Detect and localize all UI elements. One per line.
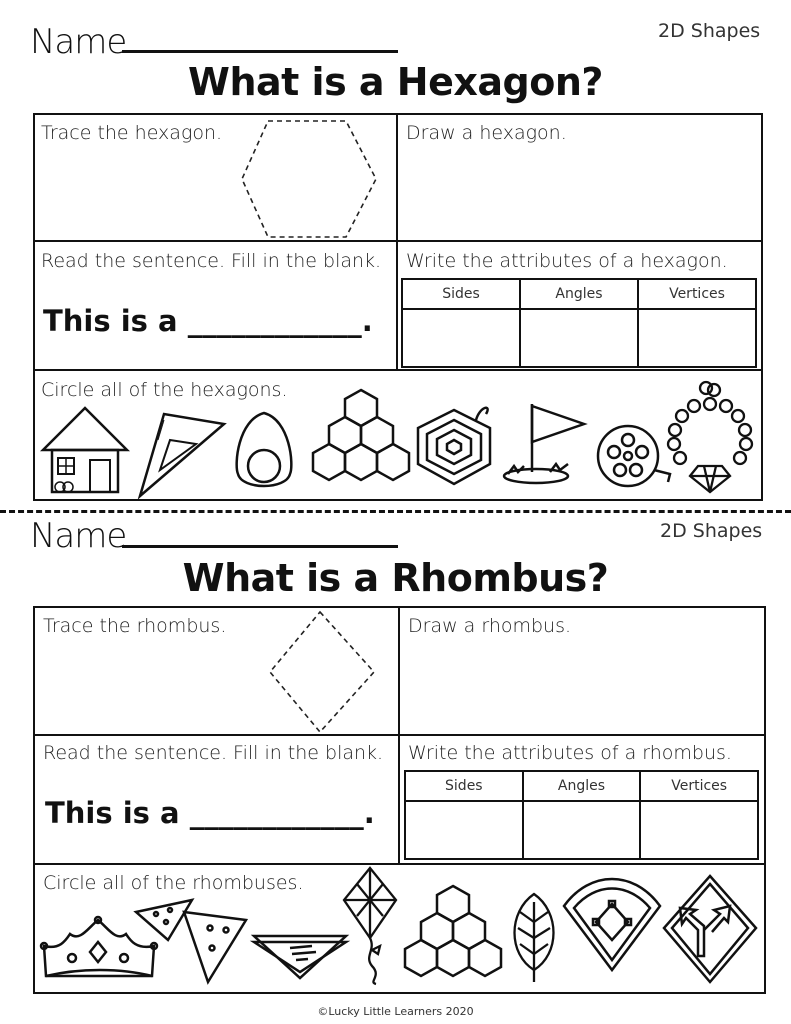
circle-prompt: Circle all of the hexagons. xyxy=(41,379,288,401)
house-icon[interactable] xyxy=(40,405,130,495)
honeycomb-icon[interactable] xyxy=(398,882,508,986)
angles-header: Angles xyxy=(523,771,641,801)
read-prompt: Read the sentence. Fill in the blank. xyxy=(41,250,382,272)
divider xyxy=(33,240,763,242)
name-line[interactable] xyxy=(122,545,398,548)
trace-prompt: Trace the rhombus. xyxy=(43,615,227,637)
name-line[interactable] xyxy=(122,50,398,53)
bracelet-icon[interactable] xyxy=(666,380,756,494)
attributes-table xyxy=(404,770,759,860)
leaf-icon[interactable] xyxy=(508,892,560,984)
vertices-answer-cell[interactable] xyxy=(638,309,756,367)
attributes-prompt: Write the attributes of a rhombus. xyxy=(408,742,732,764)
page-title: What is a Rhombus? xyxy=(182,556,609,600)
nacho-icon[interactable] xyxy=(134,898,254,986)
angles-answer-cell[interactable] xyxy=(520,309,638,367)
cut-line xyxy=(0,510,791,513)
divider xyxy=(33,734,766,736)
fill-in-sentence[interactable]: This is a ____________. xyxy=(45,796,375,830)
draw-prompt: Draw a rhombus. xyxy=(408,615,572,637)
angles-answer-cell[interactable] xyxy=(523,801,641,859)
attributes-prompt: Write the attributes of a hexagon. xyxy=(406,250,728,272)
draw-prompt: Draw a hexagon. xyxy=(406,122,567,144)
attributes-table xyxy=(401,278,757,368)
fill-in-sentence[interactable]: This is a ____________. xyxy=(43,304,373,338)
name-label: Name xyxy=(30,22,127,62)
read-prompt: Read the sentence. Fill in the blank. xyxy=(43,742,384,764)
topic-tag: 2D Shapes xyxy=(658,20,761,42)
trace-hexagon-icon[interactable] xyxy=(240,118,378,240)
draw-area[interactable] xyxy=(398,150,762,238)
vertices-answer-cell[interactable] xyxy=(640,801,758,859)
circle-prompt: Circle all of the rhombuses. xyxy=(43,872,304,894)
vertices-header: Vertices xyxy=(640,771,758,801)
draw-area[interactable] xyxy=(400,643,764,731)
divider xyxy=(33,369,763,371)
copyright-footer: ©Lucky Little Learners 2020 xyxy=(317,1005,474,1018)
sides-answer-cell[interactable] xyxy=(402,309,520,367)
name-label: Name xyxy=(30,516,127,556)
kite-icon[interactable] xyxy=(342,866,400,986)
flag-icon[interactable] xyxy=(498,398,590,486)
set-square-icon[interactable] xyxy=(136,410,228,498)
sandwich-icon[interactable] xyxy=(250,926,350,982)
film-reel-icon[interactable] xyxy=(596,422,676,492)
page-title: What is a Hexagon? xyxy=(188,60,603,104)
trace-rhombus-icon[interactable] xyxy=(268,610,376,734)
sides-header: Sides xyxy=(405,771,523,801)
sides-header: Sides xyxy=(402,279,520,309)
topic-tag: 2D Shapes xyxy=(660,520,763,542)
trace-prompt: Trace the hexagon. xyxy=(41,122,223,144)
honeycomb-icon[interactable] xyxy=(306,386,416,490)
vertices-header: Vertices xyxy=(638,279,756,309)
egg-icon[interactable] xyxy=(232,410,296,496)
angles-header: Angles xyxy=(520,279,638,309)
baseball-field-icon[interactable] xyxy=(560,876,664,974)
divider xyxy=(33,863,766,865)
hexagon-target-icon[interactable] xyxy=(414,398,496,488)
road-sign-icon[interactable] xyxy=(662,874,760,986)
sides-answer-cell[interactable] xyxy=(405,801,523,859)
